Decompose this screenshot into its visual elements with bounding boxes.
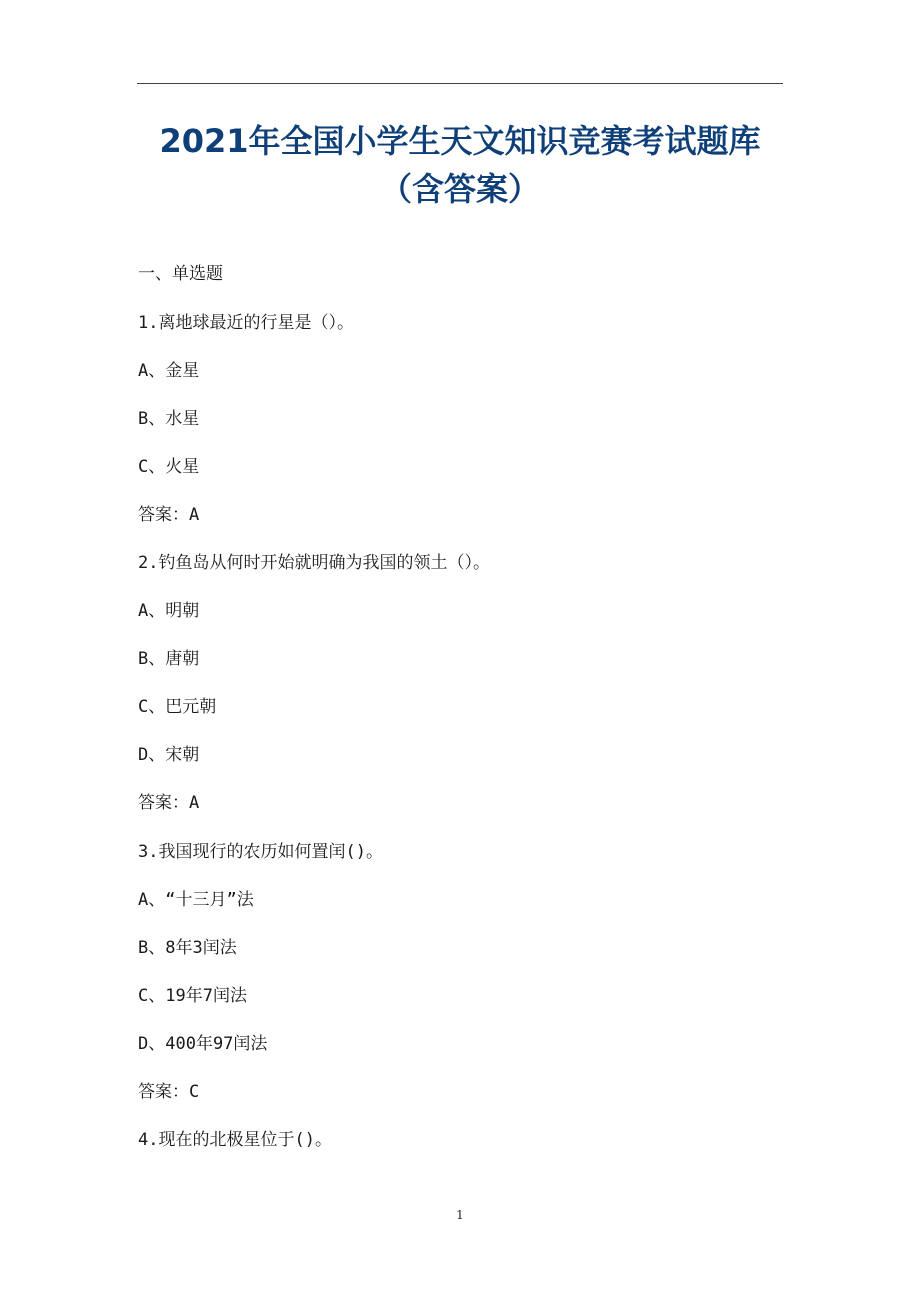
question-3: 3.我国现行的农历如何置闰()。 xyxy=(138,842,383,862)
section-heading: 一、单选题 xyxy=(138,264,223,284)
option-3d: D、400年97闰法 xyxy=(138,1034,268,1054)
document-title: 2021年全国小学生天文知识竞赛考试题库 xyxy=(159,122,761,160)
option-1c: C、火星 xyxy=(138,457,200,477)
option-3b: B、8年3闰法 xyxy=(138,938,237,958)
option-2d: D、宋朝 xyxy=(138,745,200,765)
option-2c: C、巴元朝 xyxy=(138,697,217,717)
header-rule xyxy=(137,83,783,84)
option-2b: B、唐朝 xyxy=(138,649,200,669)
question-4: 4.现在的北极星位于()。 xyxy=(138,1130,332,1150)
question-1: 1.离地球最近的行星是（）。 xyxy=(138,313,354,333)
page-number: 1 xyxy=(456,1208,464,1222)
option-1a: A、金星 xyxy=(138,361,200,381)
document-subtitle: （含答案） xyxy=(379,170,540,208)
option-2a: A、明朝 xyxy=(138,601,200,621)
option-1b: B、水星 xyxy=(138,409,200,429)
answer-3: 答案：C xyxy=(138,1082,200,1102)
option-3a: A、“十三月”法 xyxy=(138,890,254,910)
option-3c: C、19年7闰法 xyxy=(138,986,247,1006)
question-2: 2.钓鱼岛从何时开始就明确为我国的领土（）。 xyxy=(138,553,490,573)
answer-2: 答案：A xyxy=(138,793,200,813)
answer-1: 答案：A xyxy=(138,505,200,525)
